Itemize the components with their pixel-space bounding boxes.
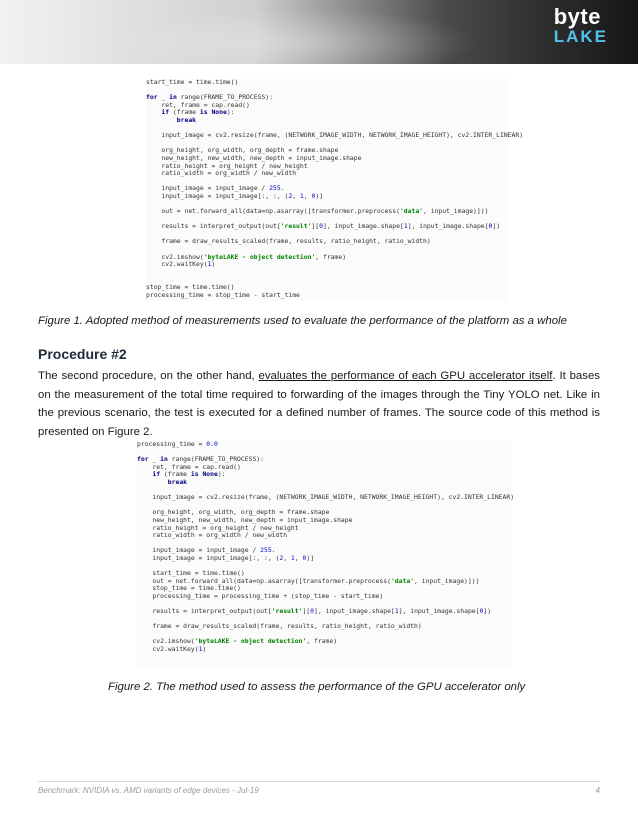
logo-line-2: LAKE bbox=[553, 27, 608, 46]
procedure-text-underlined: evaluates the performance of each GPU accelerator itself bbox=[258, 370, 553, 382]
figure2-code-line: start_time = time.time() bbox=[137, 569, 245, 578]
figure1-code-line: frame = draw_results_scaled(frame, results, ratio_height, ratio_width) bbox=[146, 237, 431, 246]
figure1-code-line: cv2.imshow('byteLAKE - object detection', frame) bbox=[146, 252, 347, 261]
figure1-code-line: input_image = input_image[:, :, (2, 1, 0)] bbox=[146, 191, 324, 200]
footer-page-number: 4 bbox=[595, 786, 600, 795]
figure1-code-line: out = net.forward_all(data=np.asarray([transformer.preprocess('data', input_image)])) bbox=[146, 207, 489, 216]
figure1-code-line: input_image = cv2.resize(frame, (NETWORK_IMAGE_WIDTH, NETWORK_IMAGE_HEIGHT), cv2.INTER_LINEAR) bbox=[146, 131, 524, 140]
figure2-code-line: break bbox=[167, 477, 188, 486]
figure-2-caption: Figure 2. The method used to assess the performance of the GPU accelerator only bbox=[108, 681, 526, 693]
figure2-code-line: input_image = cv2.resize(frame, (NETWORK_IMAGE_WIDTH, NETWORK_IMAGE_HEIGHT), cv2.INTER_LINEAR) bbox=[137, 493, 515, 502]
figure2-code-line: processing_time = 0.0 bbox=[137, 440, 218, 448]
figure1-code-line: input_image = input_image / 255. bbox=[146, 184, 285, 193]
figure1-code-line: results = interpret_output(out['result'][0], input_image.shape[1], input_image.shape[0]) bbox=[146, 222, 501, 231]
figure2-code-line: ret, frame = cap.read() bbox=[137, 462, 241, 471]
figure2-code-line: input_image = input_image / 255. bbox=[137, 546, 276, 555]
figure1-code-line bbox=[146, 269, 508, 277]
figure2-code-line: org_height, org_width, org_depth = frame.shape bbox=[137, 508, 330, 517]
figure2-code-line: if (frame is None): bbox=[152, 470, 226, 479]
figure1-code-line: cv2.waitKey(1) bbox=[146, 260, 216, 269]
figure1-code-line: break bbox=[176, 115, 197, 124]
figure2-code-line: new_height, new_width, new_depth = input_image.shape bbox=[137, 515, 353, 524]
figure1-code-line: stop_time = time.time() bbox=[146, 283, 235, 292]
footer-document-title: Benchmark: NVIDIA vs. AMD variants of edge devices - Jul-19 bbox=[38, 786, 259, 795]
figure1-code-line: ratio_height = org_height / new_height bbox=[146, 161, 308, 170]
figure2-code-line: ratio_width = org_width / new_width bbox=[137, 531, 288, 540]
figure1-code-line: org_height, org_width, org_depth = frame.shape bbox=[146, 146, 339, 155]
figure2-code-line: ratio_height = org_height / new_height bbox=[137, 523, 299, 532]
figure2-code-line: frame = draw_results_scaled(frame, results, ratio_height, ratio_width) bbox=[137, 622, 422, 631]
figure1-code-line: ratio_width = org_width / new_width bbox=[146, 169, 297, 178]
figure2-code-line: processing_time = processing_time + (stop_time - start_time) bbox=[137, 591, 384, 600]
header-band bbox=[0, 0, 638, 64]
logo-line-1: byte bbox=[553, 4, 601, 29]
figure-1-code-listing bbox=[146, 78, 524, 301]
figure2-code-line: for _ in range(FRAME_TO_PROCESS): bbox=[137, 455, 264, 464]
figure2-code-line: results = interpret_output(out['result'][0], input_image.shape[1], input_image.shape[0]) bbox=[137, 607, 492, 616]
procedure-paragraph bbox=[38, 367, 600, 441]
figure2-code-line: stop_time = time.time() bbox=[137, 584, 241, 593]
figure1-code-line: new_height, new_width, new_depth = input_image.shape bbox=[146, 153, 362, 162]
figure1-code-line: if (frame is None): bbox=[161, 108, 235, 117]
figure2-code-line: input_image = input_image[:, :, (2, 1, 0)] bbox=[137, 553, 315, 562]
figure-1-caption: Figure 1. Adopted method of measurements used to evaluate the performance of the platform as a whole bbox=[38, 315, 567, 327]
footer-divider bbox=[38, 781, 600, 782]
figure2-code-line: cv2.imshow('byteLAKE - object detection', frame) bbox=[137, 637, 338, 646]
figure1-code-line: ret, frame = cap.read() bbox=[146, 100, 250, 109]
figure1-code-line: for _ in range(FRAME_TO_PROCESS): bbox=[146, 93, 273, 102]
procedure-text-part-2: . It bases on the measurement of the total time required to forwarding of the images through the Tiny YOLO net. Like in the previous scenario, the test is executed for a defined number of frames. The source code of this method is presented on Figure 2. bbox=[38, 370, 600, 438]
figure2-code-line: out = net.forward_all(data=np.asarray([transformer.preprocess('data', input_image)])) bbox=[137, 576, 480, 585]
bytelake-logo bbox=[554, 6, 608, 45]
procedure-text-part-1: The second procedure, on the other hand, bbox=[38, 370, 259, 382]
figure1-code-line: processing_time = stop_time - start_time bbox=[146, 290, 300, 299]
figure2-code-line: cv2.waitKey(1) bbox=[137, 645, 207, 654]
figure1-code-line: start_time = time.time() bbox=[146, 78, 239, 86]
figure-2-code-listing bbox=[137, 440, 515, 669]
procedure-heading: Procedure #2 bbox=[38, 346, 127, 362]
